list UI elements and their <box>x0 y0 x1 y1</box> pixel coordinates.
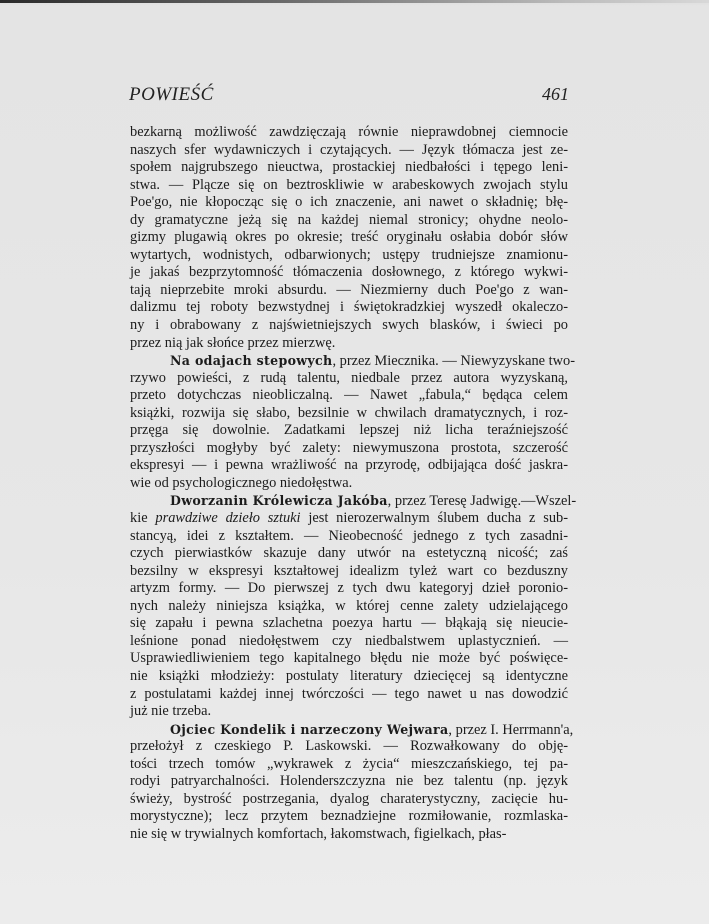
text-line <box>130 422 568 440</box>
text-run: tości trzech tomów „wykrawek z życia“ mieszczańskiego, tej pa- <box>130 755 568 772</box>
text-line <box>130 668 568 686</box>
text-run: stwa. — Plącze się on beztroskliwie w arabeskowych zwojach stylu <box>130 176 568 193</box>
text-run: bezsilny w ekspresyi kształtowej idealizm tyleż wart co bezduszny <box>130 562 568 579</box>
page-top-edge-shadow <box>0 0 709 3</box>
text-line <box>130 142 568 160</box>
text-line <box>130 528 568 546</box>
text-run: gizmy plugawią okres po okresie; treść oryginału osłabia dobór słów <box>130 229 568 246</box>
text-line <box>130 633 568 651</box>
text-run: artyzm formy. — Do pierwszej z tych dwu kategoryj dzieł poronio- <box>130 580 568 597</box>
text-line <box>130 177 568 195</box>
text-run: nych należy niniejsza książka, w której cenne zalety udzielającego <box>130 597 568 614</box>
text-line <box>130 299 568 317</box>
text-line <box>130 405 568 423</box>
text-run: świeży, bystrość postrzegania, dyalog charaterystyczny, zacięcie hu- <box>130 790 568 807</box>
text-run: je jakaś bezprzytomność tłómaczenia dosłownego, z którego wykwi- <box>130 264 568 281</box>
text-line <box>130 650 568 668</box>
text-line <box>130 247 568 265</box>
text-run: Usprawiedliwieniem tego kapitalnego błędu nie może być poświęce- <box>130 650 568 667</box>
review-title: Dworzanin Królewicza Jakóba <box>170 493 388 509</box>
text-run: wie od psychologicznego niedołęstwa. <box>130 474 353 491</box>
text-run: przez nią jak słońce przez mierzwę. <box>130 334 336 351</box>
text-line <box>130 370 568 388</box>
text-run: książki, rozwija się słabo, bezsilnie w chwilach dramatycznych, i roz- <box>130 404 568 421</box>
text-line <box>130 492 577 510</box>
text-line <box>130 510 568 528</box>
text-run: stancyą, idei z kształtem. — Nieobecność jednego z tych zasadni- <box>130 527 568 544</box>
text-line <box>130 791 568 809</box>
text-line <box>130 615 568 633</box>
text-run: przeto dotychczas nieobliczalną. — Nawet „fabula,“ będąca celem <box>130 387 568 404</box>
text-line <box>130 545 568 563</box>
review-title: Na odajach stepowych <box>170 353 333 369</box>
text-line <box>130 756 568 774</box>
text-line <box>130 563 568 581</box>
text-line <box>130 686 568 704</box>
text-line <box>130 387 568 405</box>
text-line <box>130 229 568 247</box>
text-line <box>130 159 568 177</box>
text-line <box>130 826 568 844</box>
text-run: rzywo powieści, z rudą talentu, niedbale przez autora wyzyskaną, <box>130 369 568 386</box>
text-line <box>130 703 568 721</box>
text-run: nie się w trywialnych komfortach, łakomstwach, figielkach, płas- <box>130 825 507 842</box>
text-run: wytartych, wodnistych, odbarwionych; ustępy trudniejsze znamionu- <box>130 246 568 263</box>
text-run: przełożył z czeskiego P. Laskowski. — Rozwałkowany do obję- <box>130 738 568 755</box>
text-line <box>130 475 568 493</box>
text-run: , przez I. Herrmann'a, <box>448 721 574 738</box>
text-line <box>130 212 568 230</box>
text-line <box>130 317 568 335</box>
text-run: z postulatami każdej innej twórczości — tego nawet u nas dowodzić <box>130 685 568 702</box>
text-run: przęga się dowolnie. Zadatkami lepszej niż licha teraźniejszość <box>130 422 568 439</box>
review-title: Ojciec Kondelik i narzeczony Wejwara <box>170 721 449 737</box>
text-line <box>130 808 568 826</box>
text-run: już nie trzeba. <box>130 703 212 720</box>
text-line <box>130 264 568 282</box>
text-run: się zapału i pewna szlachetna poezya hartu — błąkają się nieucie- <box>130 615 568 632</box>
text-run: naszych sfer wydawniczych i czytających. — Język tłómacza jest ze- <box>130 141 568 158</box>
paragraph <box>130 492 577 720</box>
section-title: POWIEŚĆ <box>129 84 214 105</box>
text-run: przyszłości mogłyby być zalety: niewymuszona prostota, szczerość <box>130 439 568 456</box>
text-run: Poe'go, nie kłopocząc się o ich znaczenie, ani nawet o składnię; błę- <box>130 194 568 211</box>
text-line <box>130 721 574 739</box>
text-run: jest nierozerwalnym ślubem ducha z sub- <box>300 510 569 527</box>
text-run: tają nieprzebite mroki absurdu. — Niezmierny duch Poe'go z wan- <box>130 281 568 298</box>
text-run: , przez Teresę Jadwigę.—Wszel- <box>387 493 577 510</box>
text-run: nie książki młodzieży: postulaty literatury dziecięcej są identyczne <box>130 667 568 684</box>
text-line <box>130 282 568 300</box>
text-run: leśnione ponad niedołęstwem czy niedbalstwem uplastycznień. — <box>130 632 568 649</box>
text-run: ekspresyi — i pewna wrażliwość na przyrodę, odbijająca dość jaskra- <box>130 457 568 474</box>
text-line <box>130 194 568 212</box>
body-text <box>130 124 577 843</box>
text-line <box>130 457 568 475</box>
paragraph <box>130 352 576 492</box>
text-run: dalizmu tej roboty bezwstydnej i świętokradzkiej wyszedł okaleczo- <box>130 299 568 316</box>
text-run: ny i obrabowany z najświetniejszych swych blasków, i świeci po <box>130 317 568 334</box>
text-line <box>130 580 568 598</box>
text-line <box>130 773 568 791</box>
text-run: społem najgrubszego nieuctwa, prostackiej niedbałości i tępego leni- <box>130 159 568 176</box>
running-head <box>129 84 569 108</box>
text-line <box>130 124 568 142</box>
text-line <box>130 335 568 353</box>
text-run: morystyczne); lecz przytem beznadziejne rozmiłowanie, rozmlaska- <box>130 808 568 825</box>
text-run: kie <box>130 510 156 527</box>
text-run: rodyi patryarchalności. Holenderszczyzna nie bez talentu (np. język <box>130 773 568 790</box>
paragraph <box>130 124 568 352</box>
text-run: dy gramatyczne jeżą się na każdej niemal stronicy; ohydne neolo- <box>130 211 568 228</box>
emphasis-text: prawdziwe dzieło sztuki <box>155 510 301 527</box>
text-run: bezkarną możliwość zawdzięczają równie nieprawdobnej ciemnocie <box>130 124 568 140</box>
text-line <box>130 738 568 756</box>
page-number: 461 <box>542 84 569 104</box>
paragraph <box>130 721 574 844</box>
text-run: czych pierwiastków skazuje dany utwór na estetyczną nicość; zaś <box>130 545 568 562</box>
text-line <box>130 352 576 370</box>
text-run: , przez Miecznika. — Niewyzyskane two- <box>332 353 576 370</box>
text-line <box>130 440 568 458</box>
text-line <box>130 598 568 616</box>
